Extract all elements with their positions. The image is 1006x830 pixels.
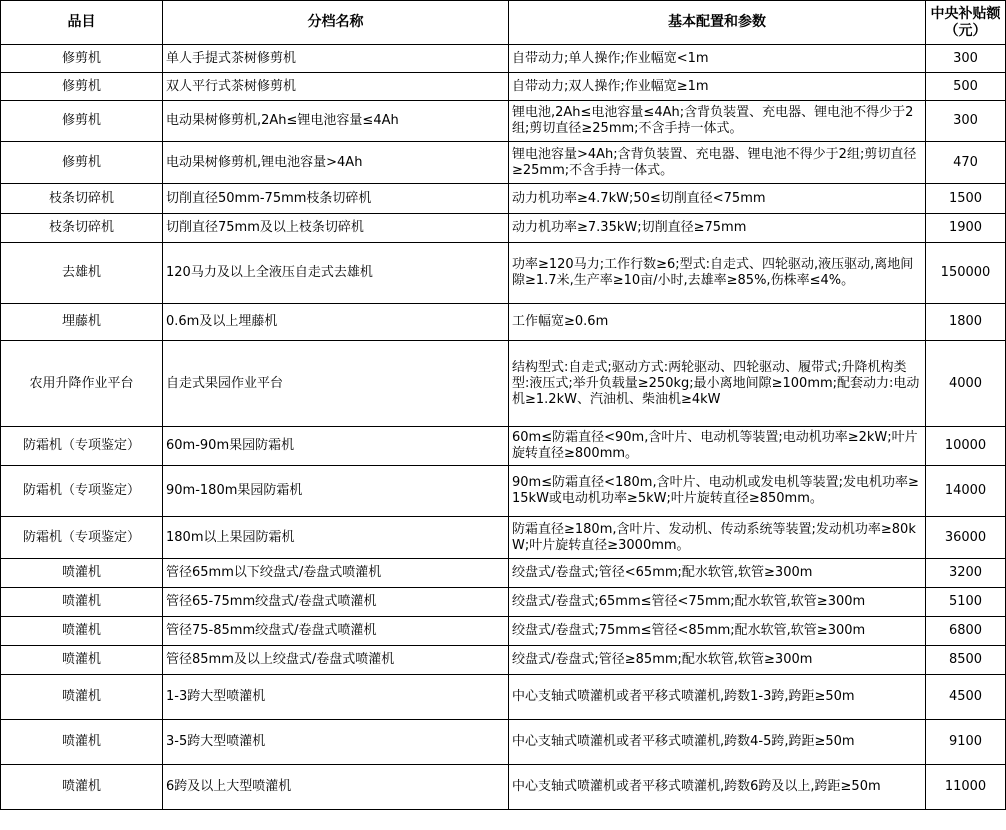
cell-spec: 自带动力;单人操作;作业幅宽<1m bbox=[509, 45, 926, 73]
cell-category: 喷灌机 bbox=[1, 646, 163, 675]
cell-subsidy: 36000 bbox=[926, 517, 1006, 559]
cell-category: 枝条切碎机 bbox=[1, 214, 163, 243]
cell-spec: 锂电池容量>4Ah;含背负装置、充电器、锂电池不得少于2组;剪切直径≥25mm;不含手持一体式。 bbox=[509, 142, 926, 184]
cell-spec: 60m≤防霜直径<90m,含叶片、电动机等装置;电动机功率≥2kW;叶片旋转直径≥800mm。 bbox=[509, 427, 926, 466]
header-subsidy: 中央补贴额（元） bbox=[926, 1, 1006, 45]
cell-spec: 中心支轴式喷灌机或者平移式喷灌机,跨数1-3跨,跨距≥50m bbox=[509, 675, 926, 720]
cell-subsidy: 4500 bbox=[926, 675, 1006, 720]
table-row bbox=[1, 101, 1006, 142]
cell-subsidy: 4000 bbox=[926, 341, 1006, 427]
cell-tier: 6跨及以上大型喷灌机 bbox=[163, 765, 509, 810]
cell-category: 防霜机（专项鉴定） bbox=[1, 427, 163, 466]
cell-subsidy: 9100 bbox=[926, 720, 1006, 765]
cell-subsidy: 11000 bbox=[926, 765, 1006, 810]
cell-subsidy: 5100 bbox=[926, 588, 1006, 617]
cell-tier: 管径75-85mm绞盘式/卷盘式喷灌机 bbox=[163, 617, 509, 646]
table-row bbox=[1, 341, 1006, 427]
table-row bbox=[1, 675, 1006, 720]
cell-spec: 防霜直径≥180m,含叶片、发动机、传动系统等装置;发动机功率≥80kW;叶片旋转直径≥3000mm。 bbox=[509, 517, 926, 559]
cell-subsidy: 6800 bbox=[926, 617, 1006, 646]
table-row bbox=[1, 142, 1006, 184]
table-row bbox=[1, 559, 1006, 588]
cell-category: 修剪机 bbox=[1, 142, 163, 184]
cell-category: 喷灌机 bbox=[1, 588, 163, 617]
cell-tier: 双人平行式茶树修剪机 bbox=[163, 73, 509, 101]
table-row bbox=[1, 243, 1006, 304]
cell-category: 去雄机 bbox=[1, 243, 163, 304]
cell-spec: 锂电池,2Ah≤电池容量≤4Ah;含背负装置、充电器、锂电池不得少于2组;剪切直径≥25mm;不含手持一体式。 bbox=[509, 101, 926, 142]
cell-tier: 180m以上果园防霜机 bbox=[163, 517, 509, 559]
cell-category: 修剪机 bbox=[1, 45, 163, 73]
cell-subsidy: 1800 bbox=[926, 304, 1006, 341]
cell-spec: 中心支轴式喷灌机或者平移式喷灌机,跨数4-5跨,跨距≥50m bbox=[509, 720, 926, 765]
cell-category: 喷灌机 bbox=[1, 765, 163, 810]
cell-tier: 切削直径50mm-75mm枝条切碎机 bbox=[163, 184, 509, 214]
table-row bbox=[1, 517, 1006, 559]
cell-category: 喷灌机 bbox=[1, 559, 163, 588]
cell-tier: 120马力及以上全液压自走式去雄机 bbox=[163, 243, 509, 304]
cell-spec: 绞盘式/卷盘式;75mm≤管径<85mm;配水软管,软管≥300m bbox=[509, 617, 926, 646]
cell-category: 修剪机 bbox=[1, 73, 163, 101]
cell-spec: 工作幅宽≥0.6m bbox=[509, 304, 926, 341]
cell-subsidy: 150000 bbox=[926, 243, 1006, 304]
table-row bbox=[1, 466, 1006, 517]
table-row bbox=[1, 617, 1006, 646]
header-category: 品目 bbox=[1, 1, 163, 45]
cell-tier: 90m-180m果园防霜机 bbox=[163, 466, 509, 517]
cell-spec: 绞盘式/卷盘式;管径≥85mm;配水软管,软管≥300m bbox=[509, 646, 926, 675]
table-row bbox=[1, 720, 1006, 765]
cell-spec: 动力机功率≥7.35kW;切削直径≥75mm bbox=[509, 214, 926, 243]
cell-tier: 管径65-75mm绞盘式/卷盘式喷灌机 bbox=[163, 588, 509, 617]
cell-spec: 绞盘式/卷盘式;65mm≤管径<75mm;配水软管,软管≥300m bbox=[509, 588, 926, 617]
cell-tier: 管径85mm及以上绞盘式/卷盘式喷灌机 bbox=[163, 646, 509, 675]
cell-subsidy: 300 bbox=[926, 101, 1006, 142]
cell-category: 农用升降作业平台 bbox=[1, 341, 163, 427]
cell-subsidy: 1500 bbox=[926, 184, 1006, 214]
cell-spec: 自带动力;双人操作;作业幅宽≥1m bbox=[509, 73, 926, 101]
cell-tier: 1-3跨大型喷灌机 bbox=[163, 675, 509, 720]
cell-subsidy: 8500 bbox=[926, 646, 1006, 675]
table-row bbox=[1, 184, 1006, 214]
table-row bbox=[1, 646, 1006, 675]
cell-category: 防霜机（专项鉴定） bbox=[1, 517, 163, 559]
cell-tier: 自走式果园作业平台 bbox=[163, 341, 509, 427]
cell-subsidy: 1900 bbox=[926, 214, 1006, 243]
cell-category: 防霜机（专项鉴定） bbox=[1, 466, 163, 517]
cell-subsidy: 500 bbox=[926, 73, 1006, 101]
cell-spec: 绞盘式/卷盘式;管径<65mm;配水软管,软管≥300m bbox=[509, 559, 926, 588]
cell-category: 修剪机 bbox=[1, 101, 163, 142]
cell-category: 埋藤机 bbox=[1, 304, 163, 341]
cell-tier: 管径65mm以下绞盘式/卷盘式喷灌机 bbox=[163, 559, 509, 588]
cell-subsidy: 300 bbox=[926, 45, 1006, 73]
table-row bbox=[1, 765, 1006, 810]
cell-tier: 0.6m及以上埋藤机 bbox=[163, 304, 509, 341]
table-body bbox=[1, 45, 1006, 810]
cell-subsidy: 14000 bbox=[926, 466, 1006, 517]
cell-spec: 中心支轴式喷灌机或者平移式喷灌机,跨数6跨及以上,跨距≥50m bbox=[509, 765, 926, 810]
table-row bbox=[1, 45, 1006, 73]
table-row bbox=[1, 304, 1006, 341]
cell-tier: 切削直径75mm及以上枝条切碎机 bbox=[163, 214, 509, 243]
table-row bbox=[1, 73, 1006, 101]
table-row bbox=[1, 588, 1006, 617]
cell-spec: 结构型式:自走式;驱动方式:两轮驱动、四轮驱动、履带式;升降机构类型:液压式;举升负载量≥250kg;最小离地间隙≥100mm;配套动力:电动机≥1.2kW、汽油机、柴油机≥4kW bbox=[509, 341, 926, 427]
header-row bbox=[1, 1, 1006, 45]
cell-category: 喷灌机 bbox=[1, 675, 163, 720]
cell-subsidy: 470 bbox=[926, 142, 1006, 184]
cell-tier: 60m-90m果园防霜机 bbox=[163, 427, 509, 466]
header-spec: 基本配置和参数 bbox=[509, 1, 926, 45]
table-row bbox=[1, 214, 1006, 243]
cell-category: 喷灌机 bbox=[1, 617, 163, 646]
cell-subsidy: 10000 bbox=[926, 427, 1006, 466]
cell-category: 喷灌机 bbox=[1, 720, 163, 765]
cell-category: 枝条切碎机 bbox=[1, 184, 163, 214]
table-row bbox=[1, 427, 1006, 466]
cell-tier: 3-5跨大型喷灌机 bbox=[163, 720, 509, 765]
cell-spec: 动力机功率≥4.7kW;50≤切削直径<75mm bbox=[509, 184, 926, 214]
cell-subsidy: 3200 bbox=[926, 559, 1006, 588]
cell-tier: 电动果树修剪机,2Ah≤锂电池容量≤4Ah bbox=[163, 101, 509, 142]
cell-tier: 单人手提式茶树修剪机 bbox=[163, 45, 509, 73]
cell-spec: 90m≤防霜直径<180m,含叶片、电动机或发电机等装置;发电机功率≥15kW或电动机功率≥5kW;叶片旋转直径≥850mm。 bbox=[509, 466, 926, 517]
cell-spec: 功率≥120马力;工作行数≥6;型式:自走式、四轮驱动,液压驱动,离地间隙≥1.7米,生产率≥10亩/小时,去雄率≥85%,伤株率≤4%。 bbox=[509, 243, 926, 304]
cell-tier: 电动果树修剪机,锂电池容量>4Ah bbox=[163, 142, 509, 184]
header-tier: 分档名称 bbox=[163, 1, 509, 45]
